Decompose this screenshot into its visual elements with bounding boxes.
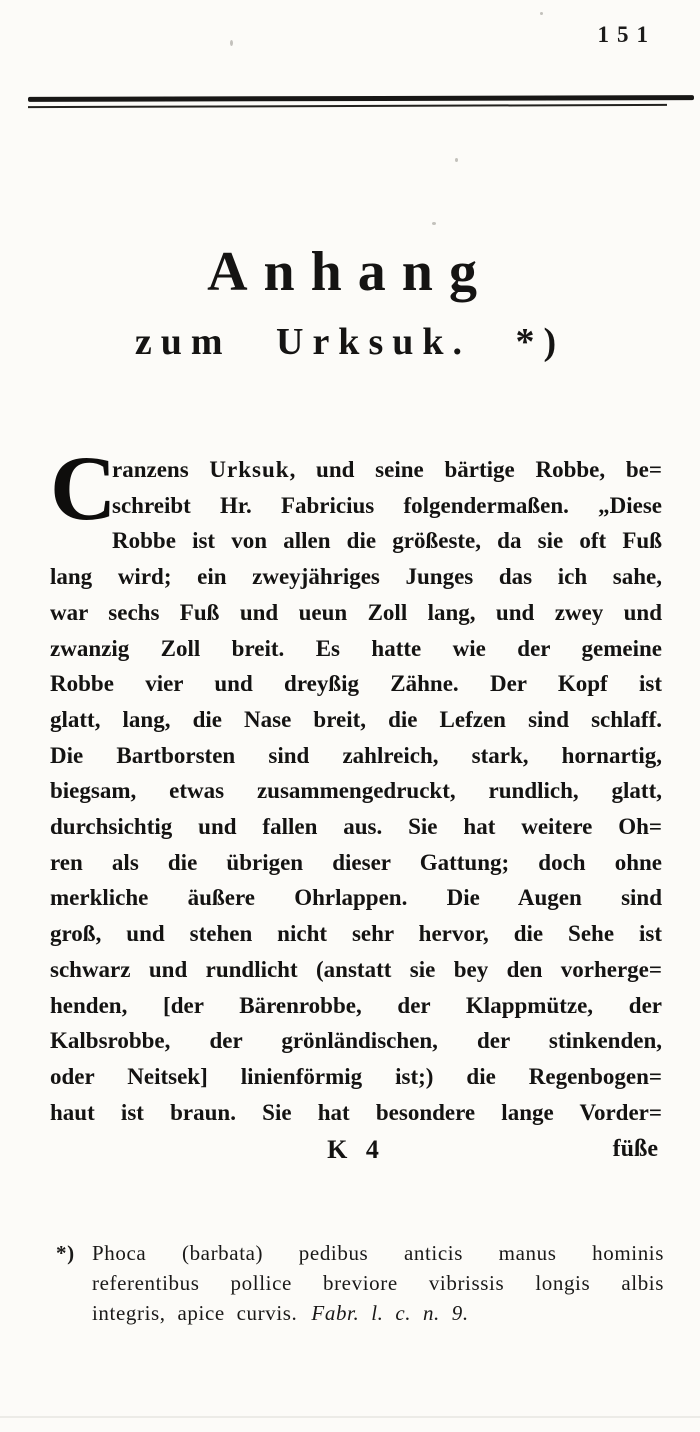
scan-speckle [455, 158, 458, 162]
body-line: Robbe vier und dreyßig Zähne. Der Kopf ist [50, 671, 662, 697]
body-line-1 [50, 452, 662, 488]
header-rule-thick [28, 95, 694, 102]
catchword: füße [612, 1136, 658, 1163]
body-line: ren als die übrigen dieser Gattung; doch ohne [50, 849, 662, 875]
scan-speckle [230, 40, 233, 46]
body-line: schwarz und rundlicht (anstatt sie bey den vorherge= [50, 956, 662, 982]
footnote-citation: Fabr. l. c. n. 9. [311, 1301, 469, 1325]
scan-edge-artifact [0, 1416, 700, 1418]
body-line: groß, und stehen nicht sehr hervor, die Sehe ist [50, 921, 662, 947]
footnote-line-text: integris, apice curvis. [92, 1301, 298, 1325]
body-line: zwanzig Zoll breit. Es hatte wie der gemeine [50, 635, 662, 661]
body-line: Robbe ist von allen die größeste, da sie oft Fuß [112, 528, 662, 554]
body-line-1-emphasis: Urksuk [209, 457, 290, 482]
body-line-1-post: , und seine bärtige Robbe, be= [289, 457, 662, 482]
body-line: henden, [der Bärenrobbe, der Klappmütze, der [50, 992, 662, 1018]
body-line: schreibt Hr. Fabricius folgendermaßen. „Diese [112, 492, 662, 518]
footnote [56, 1238, 664, 1328]
footnote-line: referentibus pollice breviore vibrissis longis albis [92, 1271, 664, 1295]
footnote-line: Phoca (barbata) pedibus anticis manus hominis [92, 1241, 664, 1265]
quire-signature: K 4 [327, 1135, 385, 1165]
footnote-text [92, 1238, 664, 1328]
body-line: durchsichtig und fallen aus. Sie hat weitere Oh= [50, 814, 662, 840]
body-text [50, 437, 662, 1168]
body-line: Kalbsrobbe, der grönländischen, der stinkenden, [50, 1028, 662, 1054]
chapter-title: Anhang [207, 241, 493, 303]
body-line: glatt, lang, die Nase breit, die Lefzen sind schlaff. [50, 706, 662, 732]
body-line: war sechs Fuß und ueun Zoll lang, und zwey und [50, 599, 662, 625]
body-line: Die Bartborsten sind zahlreich, stark, hornartig, [50, 742, 662, 768]
body-line: oder Neitsek] linienförmig ist;) die Regenbogen= [50, 1063, 662, 1089]
drop-cap-initial: C [50, 437, 117, 539]
body-line-1-pre: ranzens [112, 457, 210, 482]
body-line: biegsam, etwas zusammengedruckt, rundlich, glatt, [50, 778, 662, 804]
header-divider [28, 96, 694, 107]
body-line: haut ist braun. Sie hat besondere lange Vorder= [50, 1099, 662, 1125]
footnote-marker: *) [56, 1241, 75, 1265]
page-number: 151 [597, 22, 656, 47]
chapter-subtitle: zum Urksuk. *) [134, 321, 566, 363]
scan-speckle [540, 12, 543, 15]
body-line: lang wird; ein zweyjähriges Junges das ich sahe, [50, 564, 662, 590]
footnote-line [92, 1298, 664, 1328]
header-rule-thin [28, 104, 667, 108]
signature-row [50, 1132, 662, 1168]
scan-speckle [432, 222, 436, 225]
body-line: merkliche äußere Ohrlappen. Die Augen sind [50, 885, 662, 911]
